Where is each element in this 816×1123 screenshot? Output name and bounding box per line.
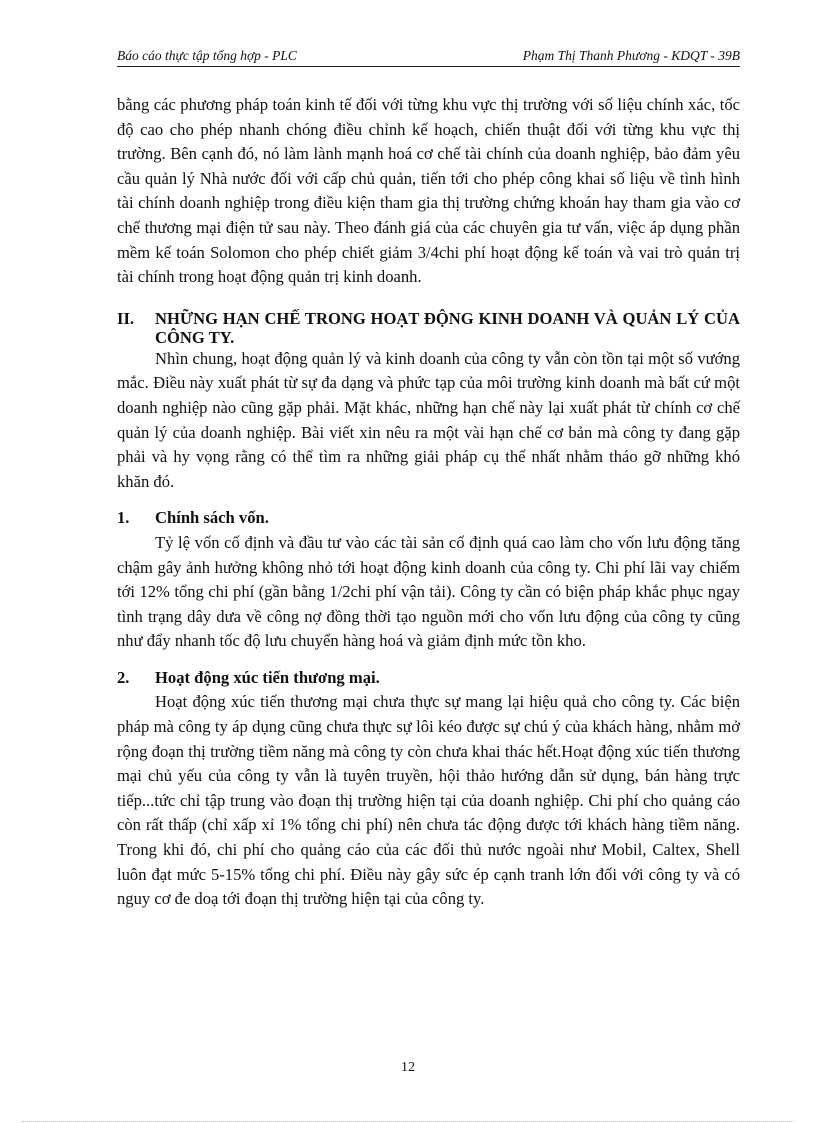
paragraph-intro: bằng các phương pháp toán kinh tế đối với từng khu vực thị trường với số liệu chính xác, tốc độ cao cho phép nhanh chóng điều chỉnh kế hoạch, chiến thuật đối với từng khu vực thị trường. Bên cạnh đó, nó làm lành mạnh hoá cơ chế tài chính của doanh nghiệp, bảo đảm yêu cầu quản lý Nhà nước đối với cấp chủ quản, tiến tới cho phép công khai số liệu về tình hình tài chính doanh nghiệp trong điều kiện tham gia thị trường chứng khoán hay tham gia vào cơ chế thương mại điện tử sau này. Theo đánh giá của các chuyên gia tư vấn, việc áp dụng phần mềm kế toán Solomon cho phép chiết giảm 3/4chi phí hoạt động kế toán và vai trò quản trị tài chính trong hoạt động quản trị kinh doanh. (117, 95, 740, 287)
subsection-heading-2 (117, 666, 740, 691)
page-header (117, 48, 740, 67)
header-left-text: Báo cáo thực tập tổng hợp - PLC (117, 48, 297, 63)
page-bottom-divider (22, 1121, 794, 1122)
paragraph-overview: Nhìn chung, hoạt động quản lý và kinh doanh của công ty vẫn còn tồn tại một số vướng mắc. Điều này xuất phát từ sự đa dạng và phức tạp của môi trường kinh doanh mà bất cứ một doanh nghiệp nào cũng gặp phải. Mặt khác, những hạn chế này lại xuất phát từ chính cơ chế quản lý của doanh nghiệp. Bài viết xin nêu ra một vài hạn chế cơ bản mà công ty đang gặp phải và hy vọng rằng có thể tìm ra những giải pháp cụ thể nhất nhằm tháo gỡ những khó khăn đó. (117, 348, 740, 491)
header-right-text: Phạm Thị Thanh Phương - KDQT - 39B (522, 48, 740, 63)
paragraph-capital: Tỷ lệ vốn cố định và đầu tư vào các tài sản cố định quá cao làm cho vốn lưu động tăng chậm gây ảnh hưởng không nhỏ tới hoạt động kinh doanh của công ty. Chi phí lãi vay chiếm tới 12% tổng chi phí (gần bằng 1/2chi phí vận tải). Công ty cần có biện pháp khắc phục ngay tình trạng dây dưa về công nợ đồng thời tạo nguồn mới cho vốn lưu động của công ty cũng như đẩy nhanh tốc độ lưu chuyển hàng hoá và giảm định mức tồn kho. (117, 532, 740, 651)
subsection-title: Hoạt động xúc tiến thương mại. (155, 667, 380, 687)
subsection-number: 1. (117, 508, 130, 528)
section-heading (117, 309, 740, 347)
subsection-number: 2. (117, 667, 130, 687)
subsection-heading-1 (117, 506, 740, 531)
subsection-title: Chính sách vốn. (155, 508, 269, 528)
paragraph-promotion: Hoạt động xúc tiến thương mại chưa thực sự mang lại hiệu quả cho công ty. Các biện pháp mà công ty áp dụng cũng chưa thực sự lôi kéo được sự chú ý của khách hàng, nhằm mở rộng đoạn thị trường tiềm năng mà công ty còn chưa khai thác hết.Hoạt động xúc tiến thương mại chủ yếu của công ty vẫn là tuyên truyền, hội thảo hướng dẫn sử dụng, bán hàng trực tiếp...tức chỉ tập trung vào đoạn thị trường hiện tại của doanh nghiệp. Chi phí cho quảng cáo còn rất thấp (chỉ xấp xỉ 1% tổng chi phí) nên chưa tác động được tới khách hàng tiềm năng. Trong khi đó, chi phí cho quảng cáo của các đối thủ nước ngoài như Mobil, Caltex, Shell luôn đạt mức 5-15% tổng chi phí. Điều này gây sức ép cạnh tranh lớn đối với công ty và có nguy cơ đe doạ tới đoạn thị trường hiện tại của công ty. (117, 692, 740, 909)
section-number: II. (117, 308, 135, 328)
section-title: NHỮNG HẠN CHẾ TRONG HOẠT ĐỘNG KINH DOANH VÀ QUẢN LÝ CỦA CÔNG TY. (155, 308, 740, 347)
page-content (117, 93, 740, 912)
page-number: 12 (401, 1060, 415, 1075)
